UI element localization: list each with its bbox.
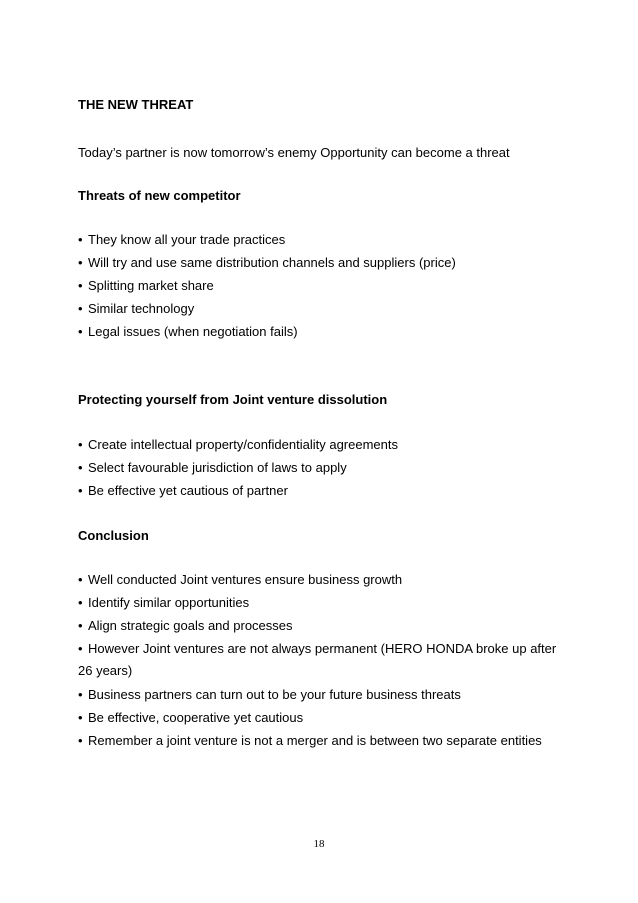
list-item: • They know all your trade practices (78, 229, 568, 251)
bullet-icon: • (78, 324, 83, 339)
list-item: • Be effective yet cautious of partner (78, 480, 568, 502)
bullet-icon: • (78, 232, 83, 247)
bullet-icon: • (78, 687, 83, 702)
page-number: 18 (313, 838, 325, 850)
bullet-icon: • (78, 733, 83, 748)
list-item: • Select favourable jurisdiction of laws to apply (78, 457, 568, 479)
bullet-icon: • (78, 278, 83, 293)
bullet-icon: • (78, 710, 83, 725)
bullet-icon: • (78, 301, 83, 316)
list-item: • Align strategic goals and processes (78, 615, 568, 637)
section-title-protecting: Protecting yourself from Joint venture dissolution (78, 392, 388, 407)
bullet-icon: • (78, 255, 83, 270)
list-item: • Splitting market share (78, 275, 568, 297)
bullet-icon: • (78, 460, 83, 475)
list-item: • Identify similar opportunities (78, 592, 568, 614)
section-title-competitor: Threats of new competitor (78, 188, 241, 203)
bullet-icon: • (78, 641, 83, 656)
bullet-icon: • (78, 483, 83, 498)
list-item: • Be effective, cooperative yet cautious (78, 707, 568, 729)
list-item: • Create intellectual property/confidentiality agreements (78, 434, 568, 456)
list-item: • Business partners can turn out to be your future business threats (78, 684, 568, 706)
list-item: • Remember a joint venture is not a merger and is between two separate entities (78, 730, 568, 752)
threat-paragraph: Today’s partner is now tomorrow’s enemy Opportunity can become a threat (78, 145, 510, 160)
list-item: • Similar technology (78, 298, 568, 320)
list-item: • However Joint ventures are not always permanent (HERO HONDA broke up after 26 years) (78, 638, 566, 682)
list-item: • Well conducted Joint ventures ensure business growth (78, 569, 568, 591)
list-item: • Will try and use same distribution channels and suppliers (price) (78, 252, 568, 274)
bullet-icon: • (78, 437, 83, 452)
section-title-new-threat: THE NEW THREAT (78, 97, 194, 112)
bullet-icon: • (78, 618, 83, 633)
bullet-icon: • (78, 572, 83, 587)
section-title-conclusion: Conclusion (78, 528, 149, 543)
bullet-icon: • (78, 595, 83, 610)
list-item: • Legal issues (when negotiation fails) (78, 321, 568, 343)
